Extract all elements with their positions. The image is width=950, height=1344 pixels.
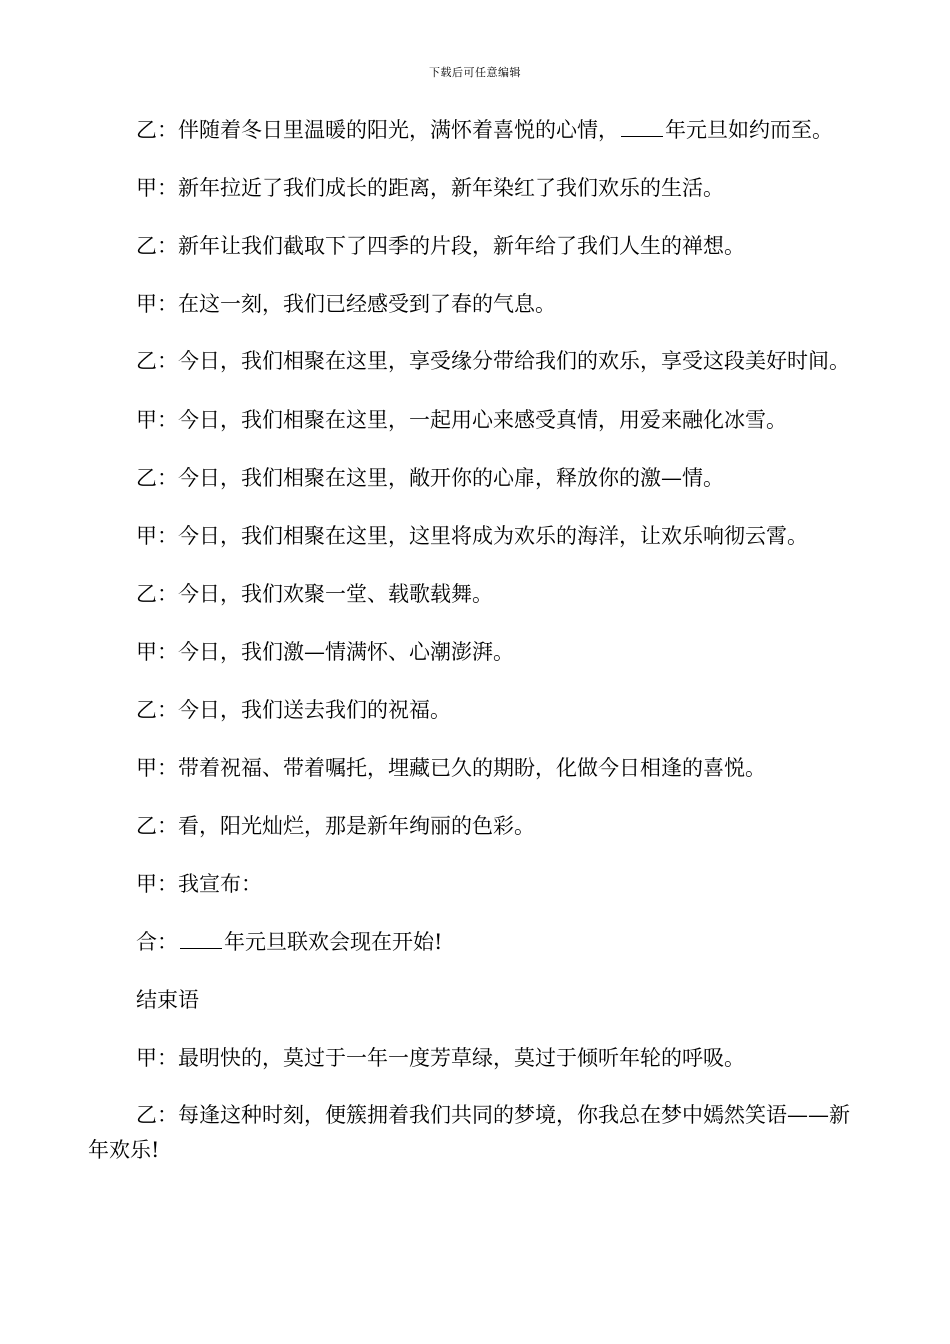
paragraph-11: 乙：今日，我们送去我们的祝福。 <box>136 698 451 722</box>
paragraph-18: 乙：每逢这种时刻，便簇拥着我们共同的梦境，你我总在梦中嫣然笑语——新年欢乐! <box>88 1103 850 1162</box>
paragraph-15 <box>88 932 864 952</box>
paragraph-15-pre: 合： <box>136 930 178 954</box>
paragraph-17: 甲：最明快的，莫过于一年一度芳草绿，莫过于倾听年轮的呼吸。 <box>136 1046 745 1070</box>
paragraph-1-pre: 乙：伴随着冬日里温暖的阳光，满怀着喜悦的心情， <box>136 118 619 142</box>
paragraph-13: 乙：看，阳光灿烂，那是新年绚丽的色彩。 <box>136 814 535 838</box>
paragraph-4: 甲：在这一刻，我们已经感受到了春的气息。 <box>136 292 556 316</box>
paragraph-14: 甲：我宣布： <box>136 872 262 896</box>
page-header: 下载后可任意编辑 <box>429 66 521 79</box>
paragraph-2: 甲：新年拉近了我们成长的距离，新年染红了我们欢乐的生活。 <box>136 176 724 200</box>
paragraph-8: 甲：今日，我们相聚在这里，这里将成为欢乐的海洋，让欢乐响彻云霄。 <box>136 524 808 548</box>
paragraph-15-post: 年元旦联欢会现在开始! <box>224 930 443 954</box>
paragraph-3: 乙：新年让我们截取下了四季的片段，新年给了我们人生的禅想。 <box>136 234 745 258</box>
paragraph-10: 甲：今日，我们激—情满怀、心潮澎湃。 <box>136 640 514 664</box>
paragraph-7: 乙：今日，我们相聚在这里，敞开你的心扉，释放你的激—情。 <box>136 466 724 490</box>
blank-underline <box>621 120 663 137</box>
blank-underline <box>180 932 222 949</box>
paragraph-9: 乙：今日，我们欢聚一堂、载歌载舞。 <box>136 582 493 606</box>
paragraph-1 <box>88 120 864 140</box>
section-heading-closing: 结束语 <box>136 988 199 1012</box>
paragraph-6: 甲：今日，我们相聚在这里，一起用心来感受真情，用爱来融化冰雪。 <box>136 408 787 432</box>
document-body <box>88 120 864 1199</box>
paragraph-1-post: 年元旦如约而至。 <box>665 118 833 142</box>
paragraph-5: 乙：今日，我们相聚在这里，享受缘分带给我们的欢乐，享受这段美好时间。 <box>136 349 850 373</box>
paragraph-12: 甲：带着祝福、带着嘱托，埋藏已久的期盼，化做今日相逢的喜悦。 <box>136 756 766 780</box>
